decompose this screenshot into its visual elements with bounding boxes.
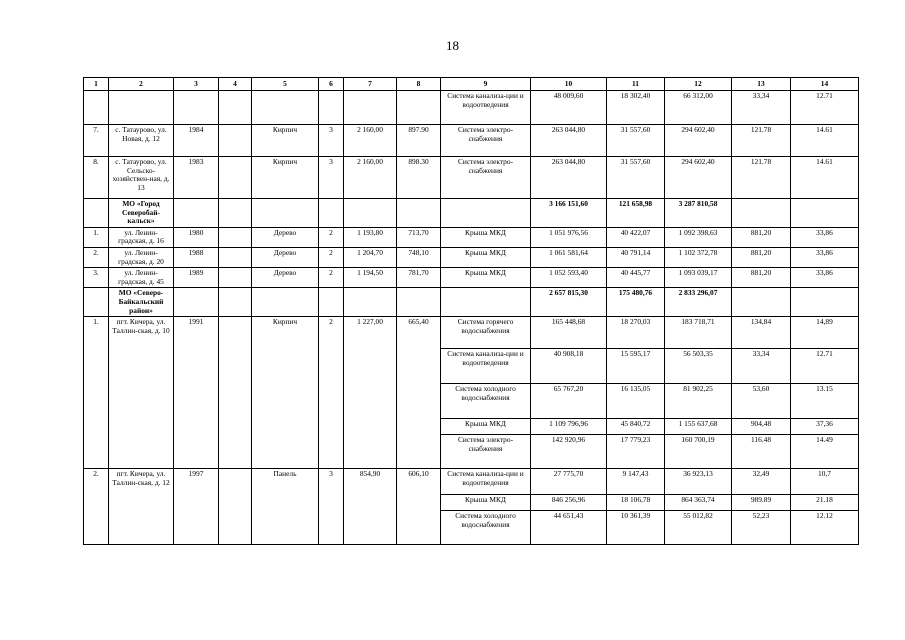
year: 1989 <box>174 268 219 288</box>
material: Панель <box>252 469 319 545</box>
cell: 13.15 <box>791 384 859 419</box>
material: Кирпич <box>252 317 319 469</box>
cell: 15 595,17 <box>607 349 665 384</box>
cell: 56 503,35 <box>665 349 732 384</box>
cell: 17 779,23 <box>607 435 665 469</box>
area-living: 898.30 <box>397 157 441 199</box>
page-number: 18 <box>446 38 459 53</box>
address: ул. Ленин-градская, д. 20 <box>109 247 174 267</box>
cell: 12.12 <box>791 511 859 545</box>
cell: 9 147,43 <box>607 469 665 495</box>
address: ул. Ленин-градская, д. 45 <box>109 268 174 288</box>
cell: 1 109 796,96 <box>531 419 607 435</box>
row-number: 3. <box>84 268 109 288</box>
cell: 33,34 <box>732 349 791 384</box>
area-living: 897.90 <box>397 125 441 157</box>
work-type: Система канализа-ции и водоотведения <box>441 91 531 125</box>
cell: 18 302,40 <box>607 91 665 125</box>
cell: 45 840,72 <box>607 419 665 435</box>
material: Дерево <box>252 227 319 247</box>
year: 1984 <box>174 125 219 157</box>
area-total: 1 194,50 <box>344 268 397 288</box>
cell: 2 833 296,07 <box>665 288 732 317</box>
address: с. Татаурово, ул. Новая, д. 12 <box>109 125 174 157</box>
cell: 40 908,18 <box>531 349 607 384</box>
work-type: Система холодного водоснабжения <box>441 384 531 419</box>
cell: 65 767,20 <box>531 384 607 419</box>
work-type: Система электро-снабжения <box>441 125 531 157</box>
cell: 31 557,60 <box>607 157 665 199</box>
material: Кирпич <box>252 125 319 157</box>
header-cell: 12 <box>665 78 732 91</box>
cell: 881,20 <box>732 268 791 288</box>
work-type: Крыша МКД <box>441 268 531 288</box>
cell: 116.48 <box>732 435 791 469</box>
header-cell: 11 <box>607 78 665 91</box>
work-type: Крыша МКД <box>441 247 531 267</box>
table-row <box>84 317 859 349</box>
work-type: Крыша МКД <box>441 419 531 435</box>
work-type: Система электро-снабжения <box>441 435 531 469</box>
row-number: 1. <box>84 317 109 469</box>
header-cell: 1 <box>84 78 109 91</box>
area-total: 2 160,00 <box>344 125 397 157</box>
cell: 263 044,80 <box>531 157 607 199</box>
area-living: 665,40 <box>397 317 441 469</box>
cell: 1 092 398,63 <box>665 227 732 247</box>
work-type: Система горячего водоснабжения <box>441 317 531 349</box>
cell: 1 155 637,68 <box>665 419 732 435</box>
floors: 3 <box>319 157 344 199</box>
repair-table <box>83 77 859 545</box>
floors: 2 <box>319 227 344 247</box>
cell: 37,36 <box>791 419 859 435</box>
cell: 160 700,19 <box>665 435 732 469</box>
cell: 1 102 372,78 <box>665 247 732 267</box>
header-cell: 14 <box>791 78 859 91</box>
header-cell: 8 <box>397 78 441 91</box>
cell: 14.61 <box>791 157 859 199</box>
cell: 10 361,39 <box>607 511 665 545</box>
area-total: 1 227,00 <box>344 317 397 469</box>
row-number: 1. <box>84 227 109 247</box>
row-number: 2. <box>84 469 109 545</box>
year: 1997 <box>174 469 219 545</box>
row-number: 7. <box>84 125 109 157</box>
cell: 81 902,25 <box>665 384 732 419</box>
cell: 3 287 810,58 <box>665 199 732 228</box>
cell: 294 602,40 <box>665 125 732 157</box>
cell: 14.49 <box>791 435 859 469</box>
work-type: Система электро-снабжения <box>441 157 531 199</box>
cell: 33,86 <box>791 247 859 267</box>
cell: 263 044,80 <box>531 125 607 157</box>
cell: 183 718,71 <box>665 317 732 349</box>
area-total: 854,90 <box>344 469 397 545</box>
cell: 33,34 <box>732 91 791 125</box>
cell: 846 256,96 <box>531 495 607 511</box>
cell: 31 557,60 <box>607 125 665 157</box>
area-living: 713,70 <box>397 227 441 247</box>
cell: 18 106,78 <box>607 495 665 511</box>
cell: 2 657 815,30 <box>531 288 607 317</box>
header-cell: 6 <box>319 78 344 91</box>
row-number: 2. <box>84 247 109 267</box>
cell: 52,23 <box>732 511 791 545</box>
floors: 2 <box>319 317 344 469</box>
cell: 881,20 <box>732 227 791 247</box>
area-total: 1 204,70 <box>344 247 397 267</box>
cell: 14,89 <box>791 317 859 349</box>
header-cell: 7 <box>344 78 397 91</box>
year: 1983 <box>174 157 219 199</box>
area-living: 781,70 <box>397 268 441 288</box>
cell: 16 135,05 <box>607 384 665 419</box>
cell: 44 651,43 <box>531 511 607 545</box>
header-cell: 9 <box>441 78 531 91</box>
area-living: 606,10 <box>397 469 441 545</box>
year: 1980 <box>174 227 219 247</box>
cell: 904,48 <box>732 419 791 435</box>
table-row <box>84 157 859 199</box>
cell: 121 658,98 <box>607 199 665 228</box>
cell: 10,7 <box>791 469 859 495</box>
table-row <box>84 268 859 288</box>
cell: 1 061 581,64 <box>531 247 607 267</box>
work-type: Система холодного водоснабжения <box>441 511 531 545</box>
cell: 12.71 <box>791 91 859 125</box>
year: 1988 <box>174 247 219 267</box>
work-type: Система канализа-ции и водоотведения <box>441 349 531 384</box>
cell: 40 422,07 <box>607 227 665 247</box>
cell: 1 051 976,56 <box>531 227 607 247</box>
work-type: Крыша МКД <box>441 495 531 511</box>
table-row <box>84 469 859 495</box>
cell: 3 166 151,60 <box>531 199 607 228</box>
address: с. Татаурово, ул. Сельско-хозяйствен-ная, д. 13 <box>109 157 174 199</box>
header-cell: 13 <box>732 78 791 91</box>
cell: 14.61 <box>791 125 859 157</box>
header-cell: 4 <box>219 78 252 91</box>
address: ул. Ленин-градская, д. 16 <box>109 227 174 247</box>
work-type: Система канализа-ции и водоотведения <box>441 469 531 495</box>
address: пгт. Кичера, ул. Таллин-ская, д. 12 <box>109 469 174 545</box>
cell: 881,20 <box>732 247 791 267</box>
table-row <box>84 125 859 157</box>
cell: 55 012,82 <box>665 511 732 545</box>
floors: 3 <box>319 469 344 545</box>
subtotal-row <box>84 288 859 317</box>
cell: 21.18 <box>791 495 859 511</box>
cell: 1 052 593,40 <box>531 268 607 288</box>
material: Дерево <box>252 247 319 267</box>
municipality-name: МО «Город Северобай-кальск» <box>109 199 174 228</box>
cell: 864 363,74 <box>665 495 732 511</box>
cell: 1 093 039,17 <box>665 268 732 288</box>
cell: 40 791,14 <box>607 247 665 267</box>
header-cell: 5 <box>252 78 319 91</box>
cell: 27 775,70 <box>531 469 607 495</box>
cell: 32,49 <box>732 469 791 495</box>
cell: 40 445,77 <box>607 268 665 288</box>
floors: 2 <box>319 247 344 267</box>
address: пгт. Кичера, ул. Таллин-ская, д. 10 <box>109 317 174 469</box>
header-cell: 10 <box>531 78 607 91</box>
cell: 134,84 <box>732 317 791 349</box>
cell: 121.78 <box>732 157 791 199</box>
header-cell: 2 <box>109 78 174 91</box>
cell: 18 270,03 <box>607 317 665 349</box>
cell: 33,86 <box>791 227 859 247</box>
area-living: 748,10 <box>397 247 441 267</box>
cell: 294 602,40 <box>665 157 732 199</box>
cell: 12.71 <box>791 349 859 384</box>
municipality-name: МО «Северо-Байкальский район» <box>109 288 174 317</box>
cell: 33,86 <box>791 268 859 288</box>
cell: 36 923,13 <box>665 469 732 495</box>
cell: 165 448,68 <box>531 317 607 349</box>
floors: 2 <box>319 268 344 288</box>
work-type: Крыша МКД <box>441 227 531 247</box>
cell: 66 312,00 <box>665 91 732 125</box>
cell: 175 480,76 <box>607 288 665 317</box>
table-row <box>84 227 859 247</box>
subtotal-row <box>84 199 859 228</box>
cell: 53,60 <box>732 384 791 419</box>
year: 1991 <box>174 317 219 469</box>
cell: 142 920,96 <box>531 435 607 469</box>
cell: 121.78 <box>732 125 791 157</box>
header-cell: 3 <box>174 78 219 91</box>
material: Кирпич <box>252 157 319 199</box>
floors: 3 <box>319 125 344 157</box>
material: Дерево <box>252 268 319 288</box>
cell: 989.89 <box>732 495 791 511</box>
cell: 48 009,60 <box>531 91 607 125</box>
header-row <box>84 78 859 91</box>
table-row <box>84 247 859 267</box>
area-total: 2 160,00 <box>344 157 397 199</box>
row-number: 8. <box>84 157 109 199</box>
table-row <box>84 91 859 125</box>
area-total: 1 193,80 <box>344 227 397 247</box>
